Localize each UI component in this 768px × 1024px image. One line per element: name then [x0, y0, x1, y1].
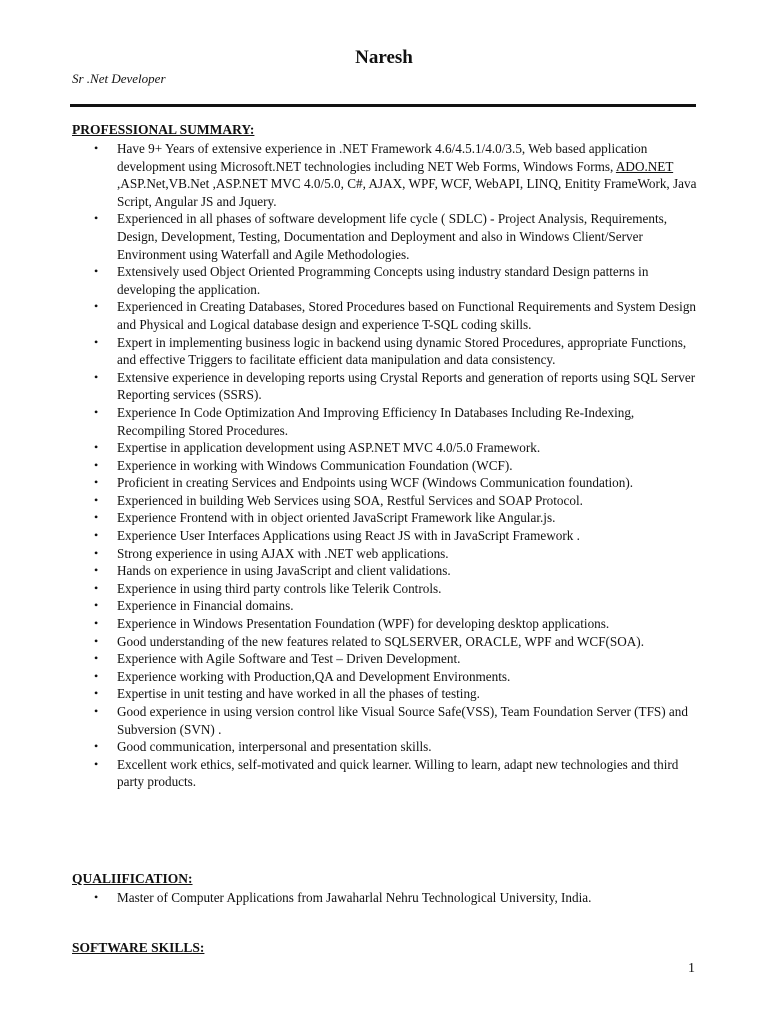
bullet-item: • Experience in Financial domains. — [94, 598, 294, 614]
bullet-icon: • — [94, 739, 99, 754]
bullet-item: • Hands on experience in using JavaScript and client validations. — [94, 563, 451, 579]
qualification-heading: QUALIIFICATION: — [72, 871, 193, 886]
bullet-icon: • — [94, 580, 99, 595]
bullet-item: • Good experience in using version control like Visual Source Safe(VSS), Team Foundation Server (TFS) and Subversion (SVN) . — [94, 704, 688, 737]
candidate-name: Naresh — [355, 47, 413, 68]
bullet-icon: • — [94, 510, 99, 525]
bullet-icon: • — [94, 492, 99, 507]
bullet-icon: • — [94, 563, 99, 578]
page-number: 1 — [688, 961, 695, 976]
bullet-icon: • — [94, 598, 99, 613]
bullet-item: • Experience In Code Optimization And Improving Efficiency In Databases Including Re-Indexing, Recompiling Stored Procedures. — [94, 404, 635, 438]
bullet-icon: • — [94, 211, 99, 226]
bullet-item: • Strong experience in using AJAX with .NET web applications. — [94, 545, 449, 561]
bullet-icon: • — [94, 616, 99, 631]
header-divider — [70, 104, 696, 107]
underlined-term: ADO.NET — [615, 158, 674, 174]
bullet-icon: • — [94, 890, 99, 904]
bullet-icon: • — [94, 633, 99, 648]
qualification-list — [72, 889, 702, 907]
software-skills-heading: SOFTWARE SKILLS: — [72, 940, 205, 955]
bullet-item: • Expertise in application development using ASP.NET MVC 4.0/5.0 Framework. — [94, 440, 541, 456]
bullet-icon: • — [94, 264, 99, 279]
bullet-item: • Good understanding of the new features related to SQLSERVER, ORACLE, WPF and WCF(SOA). — [94, 633, 644, 649]
bullet-icon: • — [94, 686, 99, 701]
bullet-item: • Extensive experience in developing reports using Crystal Reports and generation of reports using SQL Server Reporting services (SSRS). — [94, 369, 696, 403]
bullet-item: • Experienced in all phases of software development life cycle ( SDLC) - Project Analysis, Requirements, Design, Development, Testing, Documentation and Deployment and also in Windows Client/Server Environment using Waterfall and Agile Methodologies. — [94, 211, 668, 262]
bullet-icon: • — [94, 369, 99, 384]
bullet-item: • Experience Frontend with in object oriented JavaScript Framework like Angular.js. — [94, 510, 556, 526]
bullet-item: • Good communication, interpersonal and presentation skills. — [94, 739, 432, 755]
bullet-icon: • — [94, 457, 99, 472]
professional-summary-heading: PROFESSIONAL SUMMARY: — [72, 122, 255, 137]
bullet-item: • Experience with Agile Software and Test – Driven Development. — [94, 651, 461, 667]
bullet-item: • Experienced in building Web Services using SOA, Restful Services and SOAP Protocol. — [94, 492, 583, 508]
bullet-item: • Experienced in Creating Databases, Stored Procedures based on Functional Requirements and System Design and Physical and Logical database design and experience T-SQL coding skills. — [94, 299, 697, 332]
bullet-icon: • — [94, 475, 99, 490]
bullet-icon: • — [94, 756, 99, 771]
bullet-item: • Master of Computer Applications from Jawaharlal Nehru Technological University, India. — [94, 890, 592, 905]
bullet-item: • Expert in implementing business logic in backend using dynamic Stored Procedures, appropriate Functions, and effective Triggers to facilitate efficient data manipulation and data consistency. — [94, 334, 687, 368]
bullet-item: • Experience User Interfaces Applications using React JS with in JavaScript Framework . — [94, 528, 580, 544]
bullet-item: • Extensively used Object Oriented Programming Concepts using industry standard Design patterns in developing the application. — [94, 264, 649, 297]
bullet-icon: • — [94, 545, 99, 560]
bullet-item: • Proficient in creating Services and Endpoints using WCF (Windows Communication foundation). — [94, 475, 634, 491]
bullet-icon: • — [94, 528, 99, 543]
bullet-icon: • — [94, 141, 99, 155]
bullet-item: • Experience in Windows Presentation Foundation (WPF) for developing desktop applications. — [94, 616, 610, 632]
bullet-item: • Expertise in unit testing and have worked in all the phases of testing. — [94, 686, 480, 702]
bullet-icon: • — [94, 404, 99, 419]
bullet-item: • Have 9+ Years of extensive experience in .NET Framework 4.6/4.5.1/4.0/3.5, Web based application development using Microsoft.NET technologies including NET Web Forms, Windows Forms, ADO.NET ,ASP.Net,VB.Net ,ASP.NET MVC 4.0/5.0, C#, AJAX, WPF, WCF, WebAPI, LINQ, Enitity FrameWork, Java Script, Angular JS and Jquery. — [94, 141, 697, 209]
bullet-item: • Experience working with Production,QA and Development Environments. — [94, 668, 511, 684]
bullet-icon: • — [94, 704, 99, 718]
bullet-icon: • — [94, 334, 99, 349]
professional-summary-list — [72, 140, 702, 791]
bullet-icon: • — [94, 668, 99, 683]
bullet-icon: • — [94, 299, 99, 314]
bullet-item: • Experience in using third party controls like Telerik Controls. — [94, 580, 442, 596]
bullet-icon: • — [94, 440, 99, 455]
bullet-item: • Experience in working with Windows Communication Foundation (WCF). — [94, 457, 513, 473]
bullet-icon: • — [94, 651, 99, 666]
bullet-item: • Excellent work ethics, self-motivated and quick learner. Willing to learn, adapt new technologies and third party products. — [94, 756, 679, 790]
candidate-title: Sr .Net Developer — [72, 71, 166, 86]
